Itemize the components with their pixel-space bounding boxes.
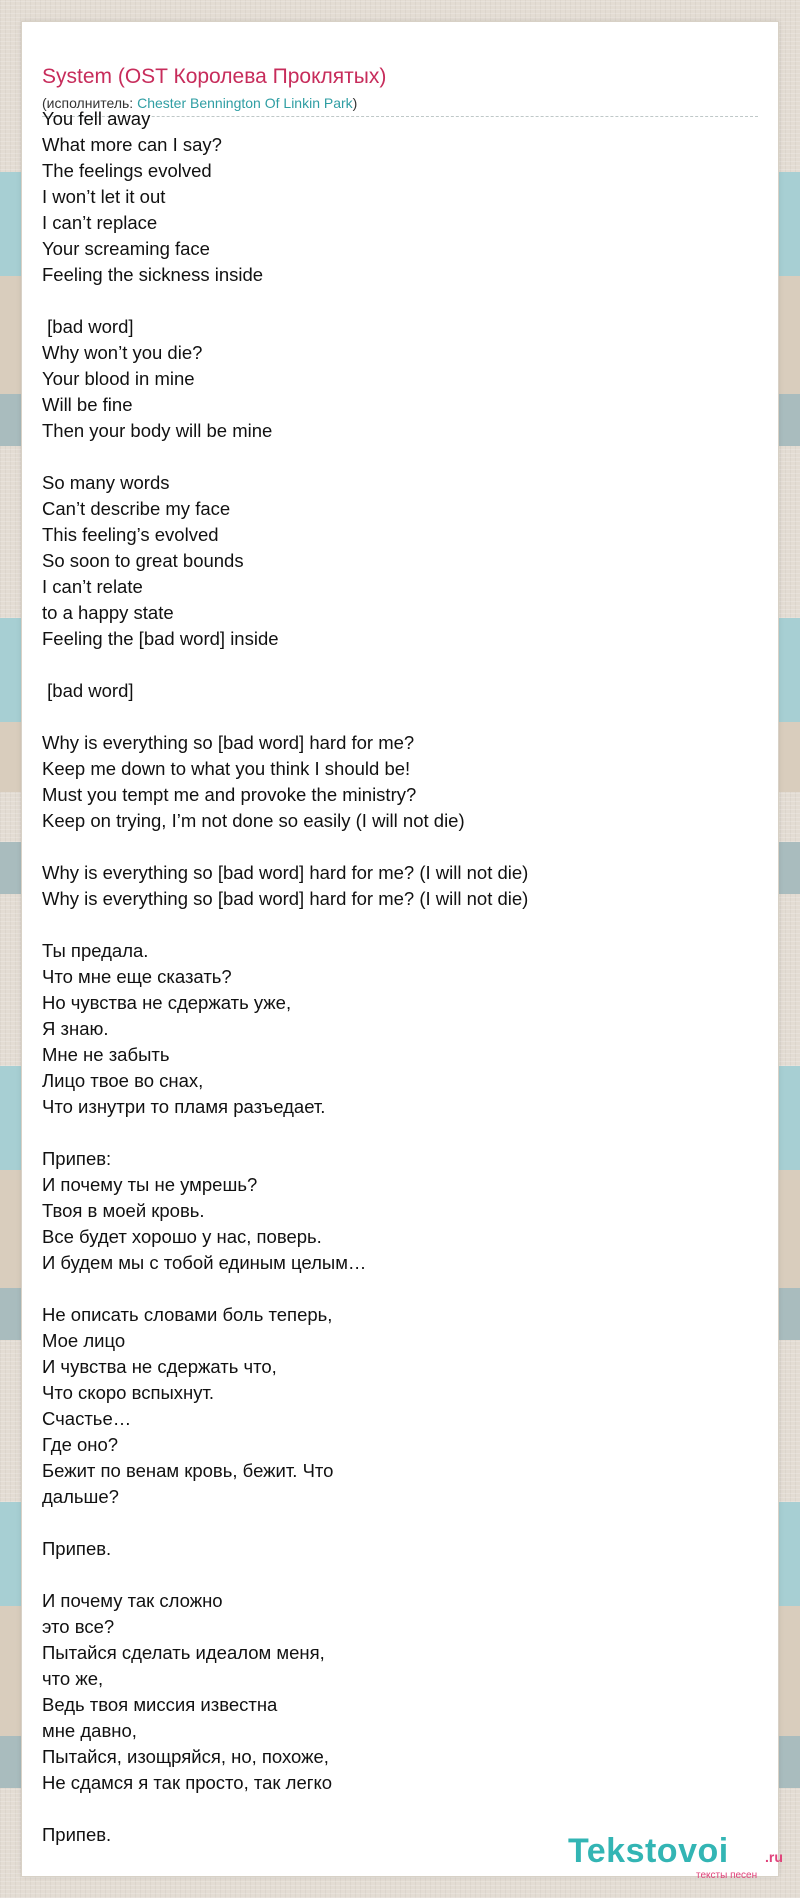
lyric-line: И почему ты не умрешь? [42,1174,258,1195]
lyric-line: Your blood in mine [42,368,195,389]
lyric-line: Your screaming face [42,238,210,259]
logo-wordmark: Tekstovoi [568,1832,729,1870]
lyric-line: Пытайся сделать идеалом меня, [42,1642,325,1663]
lyric-line: Припев. [42,1538,112,1559]
lyric-line: дальше? [42,1486,119,1507]
lyric-line: Why won’t you die? [42,342,203,363]
artist-link[interactable]: Chester Bennington Of Linkin Park [137,95,353,111]
lyric-line: Я знаю. [42,1018,109,1039]
lyric-line [42,652,742,678]
artist-suffix: ) [352,95,358,111]
lyric-line: Keep on trying, I’m not done so easily (I will not die) [42,810,465,831]
lyric-line [42,704,742,730]
lyric-line: Счастье… [42,1408,132,1429]
lyric-line: Что скоро вспыхнут. [42,1382,215,1403]
lyric-line: Пытайся, изощряйся, но, похоже, [42,1746,329,1767]
lyric-line: И чувства не сдержать что, [42,1356,277,1377]
lyric-line: The feelings evolved [42,160,212,181]
lyric-line: мне давно, [42,1720,137,1741]
site-logo[interactable] [568,1832,783,1881]
lyric-line: I can’t replace [42,212,158,233]
lyric-line: Все будет хорошо у нас, поверь. [42,1226,322,1247]
lyric-line: Why is everything so [bad word] hard for me? (I will not die) [42,862,529,883]
lyrics-card [22,22,783,1881]
logo-domain: .ru [765,1849,783,1865]
lyric-line [42,1120,742,1146]
lyric-line: This feeling’s evolved [42,524,219,545]
lyric-line: Припев: [42,1148,112,1169]
lyric-line: Припев. [42,1824,112,1845]
lyric-line: So soon to great bounds [42,550,244,571]
lyric-line: Then your body will be mine [42,420,273,441]
lyric-line: Why is everything so [bad word] hard for me? [42,732,415,753]
lyric-line: И будем мы с тобой единым целым… [42,1252,367,1273]
lyric-line: So many words [42,472,170,493]
lyric-line: Feeling the [bad word] inside [42,628,279,649]
lyric-line: Где оно? [42,1434,119,1455]
lyric-line: Ведь твоя миссия известна [42,1694,278,1715]
lyric-line: Must you tempt me and provoke the ministry? [42,784,417,805]
lyric-line [42,1796,742,1822]
lyric-line: You fell away [42,108,151,129]
lyric-line: Мне не забыть [42,1044,170,1065]
lyric-line [42,834,742,860]
lyric-line: Мое лицо [42,1330,126,1351]
song-title: System (OST Королева Проклятых) [42,65,387,88]
lyric-line: что же, [42,1668,104,1689]
lyric-line: Feeling the sickness inside [42,264,264,285]
lyric-line [42,1510,742,1536]
lyric-line: Ты предала. [42,940,149,961]
lyric-line: I won’t let it out [42,186,166,207]
lyric-line: Твоя в моей кровь. [42,1200,205,1221]
artist-prefix: (исполнитель: [42,95,138,111]
lyric-line: Не сдамся я так просто, так легко [42,1772,333,1793]
lyric-line: I can’t relate [42,576,143,597]
lyric-line: Но чувства не сдержать уже, [42,992,292,1013]
lyric-line: Лицо твое во снах, [42,1070,204,1091]
lyric-line [42,444,742,470]
lyric-line: Что мне еще сказать? [42,966,232,987]
lyric-line: И почему так сложно [42,1590,223,1611]
lyric-line: Бежит по венам кровь, бежит. Что [42,1460,334,1481]
lyric-line: What more can I say? [42,134,222,155]
lyric-line: Что изнутри то пламя разъедает. [42,1096,326,1117]
lyric-line: Can’t describe my face [42,498,231,519]
lyrics-text [42,106,742,1848]
lyric-line: это все? [42,1616,115,1637]
lyric-line: to a happy state [42,602,174,623]
lyric-line: Why is everything so [bad word] hard for me? (I will not die) [42,888,529,909]
lyric-line: Keep me down to what you think I should be! [42,758,411,779]
lyric-line: Не описать словами боль теперь, [42,1304,333,1325]
lyric-line [42,1562,742,1588]
lyric-line [42,912,742,938]
lyric-line [42,1276,742,1302]
lyric-line: [bad word] [42,680,134,701]
lyric-line: Will be fine [42,394,133,415]
lyric-line: [bad word] [42,316,134,337]
logo-tagline: тексты песен [696,1870,758,1881]
lyric-line [42,288,742,314]
